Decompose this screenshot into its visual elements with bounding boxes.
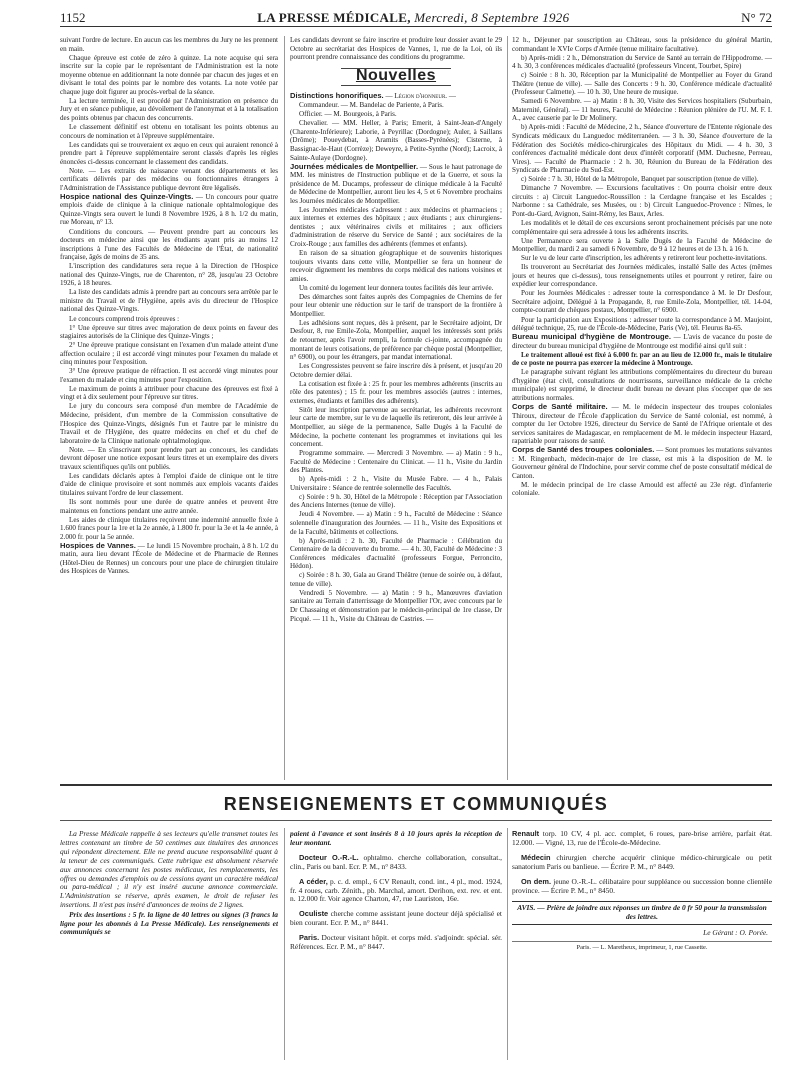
ad-text: ophtalmo. cherche collaboration, consultat., clin., Paris ou banl. Ecr. P. M., n° 8433. (290, 852, 502, 871)
classified-ad (512, 854, 772, 872)
classifieds-title: RENSEIGNEMENTS ET COMMUNIQUÉS (223, 794, 609, 814)
ad-lead: A céder, (299, 876, 328, 886)
column-3 (512, 36, 772, 780)
ad-lead: Paris. (299, 933, 320, 943)
column-divider (507, 828, 508, 1060)
paragraph: Le paragraphe suivant réglant les attributions complémentaires du directeur du bureau d'hygiène (état civil, consultations de nourrissons, surveillance médicale de la crèche municipale) est supprimé, le directeur dudit bureau ne devant plus s'occuper que de ses attributions normales. (512, 368, 772, 402)
paragraph: Officier. — M. Bourgeois, à Paris. (299, 110, 397, 119)
article-heading: Journées médicales de Montpellier. (290, 161, 419, 171)
paragraph: — L'avis de vacance du poste de directeur du bureau municipal d'hygiène de Montrouge est modifié ainsi qu'il suit : (512, 333, 772, 350)
paragraph: La liste des candidats admis à prendre part au concours sera arrêtée par le ministre du Travail et de l'Hygiène, après avis du directeur de l'Hospice national des Quinze-Vingts. (60, 288, 278, 314)
paragraph: La cotisation est fixée à : 25 fr. pour les membres adhérents (inscrits au rôle des patentes) ; 15 fr. pour les membres associés (autres : internes, externes, étudiants et familles des adhérents). (290, 379, 502, 405)
article (290, 163, 502, 206)
classifieds-column-2 (290, 830, 502, 1062)
journal-name: LA PRESSE MÉDICALE (257, 10, 408, 25)
paragraph: Les candidats devront se faire inscrire et produire leur dossier avant le 29 Octobre au secrétariat des Hospices de Vannes, 1, rue de la Loi, où ils pourront prendre connaissance des conditions du programme. (290, 36, 502, 62)
article (512, 403, 772, 446)
ad-text: Docteur visitant hôpit. et corps méd. s'adjoindr. spécial. sér. Références. Ecr. P. M., n° 8447. (290, 933, 502, 952)
paragraph: Les modalités et le détail de ces excursions seront prochainement précisés par une note complémentaire qui sera adressée à tous les adhérents inscrits. (512, 218, 772, 236)
paragraph: c) Soirée : 8 h. 30, Gala au Grand Théâtre (tenue de soirée ou, à défaut, tenue de ville). (290, 571, 502, 588)
issue-date: Mercredi, 8 Septembre 1926 (414, 10, 570, 25)
paragraph: Programme sommaire. — Mercredi 3 Novembre. — a) Matin : 9 h., Faculté de Médecine : Centenaire du Clinicat. — 11 h., Visite du Jardin des Plantes. (290, 449, 502, 475)
ad-text: p. c. d. empl., 6 CV Renault, cond. int., 4 pl., mod. 1924, fr. 4 roues, carb. Zénith., pb. Marchal, amort. Derihon, ext. rev. et ent. n. 12.000 fr. Voir agence Charton, 47, rue Lauriston, 16e. (290, 876, 502, 904)
classifieds-column-1 (60, 830, 278, 1062)
article (512, 333, 772, 350)
article (512, 446, 772, 480)
paragraph: Chaque épreuve est cotée de zéro à quinze. La note acquise qui sera inscrite sur la copie par le représentant de l'Administration est la note moyenne obtenue en additionnant la note donnée par chacun des juges et en divisant le total des points par le nombre des votants. La note votée par chaque juge doit figurer au procès-verbal de la séance. (60, 53, 278, 96)
printer-imprint: Paris. — L. Maretheux, imprimeur, 1, rue Cassette. (512, 941, 772, 953)
paragraph: Les candidats qui se trouveraient ex æquo en ceux qui auraient renoncé à prendre part à l'épreuve supplémentaire seront classés d'après les règles énoncées ci-dessus concernant le classement des candidats. (60, 140, 278, 166)
subheading: — Légion d'honneur. — (385, 92, 456, 101)
paragraph: — Le lundi 15 Novembre prochain, à 8 h. 1/2 du matin, aura lieu devant l'École de Médecine et de Pharmacie de Rennes (Hôtel-Dieu de Rennes) un concours pour une place de chirurgien titulaire des Hospices de Vannes. (60, 541, 278, 576)
paragraph: Conditions du concours. — Peuvent prendre part au concours les docteurs en médecine ainsi que les étudiants ayant pris au moins 12 inscriptions à l'une des Facultés de Médecine de l'État, de nationalité française, âgés de moins de 35 ans. (60, 227, 278, 262)
paragraph: Note. — En s'inscrivant pour prendre part au concours, les candidats devront déposer une notice exposant leurs titres et un exemplaire des divers travaux scientifiques qu'ils ont publiés. (60, 445, 278, 471)
paragraph: Une Permanence sera ouverte à la Salle Dugès de la Faculté de Médecine de Montpellier, du mardi 2 au samedi 6 Novembre, de 9 à 12 heures et de 13 h. à 16 h. (512, 236, 772, 254)
paragraph: Dimanche 7 Novembre. — Excursions facultatives : On pourra choisir entre deux circuits : a) Circuit Languedoc-Roussillon : la Cerdagne française et les Escaldes ; Narbonne : sa Cathédrale, ses Musées, ou : b) Circuit Languedoc-Provence : Nîmes, le Pont-du-Gard, Avignon, Saint-Rémy, les Baux, Arles. (512, 184, 772, 218)
paragraph: Note. — Les extraits de naissance venant des départements et les certificats délivrés par des médecins ou fonctionnaires étrangers à l'Administration de l'Assistance publique devront être légalisés. (60, 166, 278, 192)
paragraph: b) Après-midi : Faculté de Médecine, 2 h., Séance d'ouverture de l'Entente régionale des Syndicats médicaux du Languedoc méditerranéen. — 3 h. 30, Séance d'ouverture de la Fédération des Sociétés médico-chirurgicales des Hôpitaux du Midi. — 4 h. 30, 3 conférences d'actualité médicale dont deux d'intérêt corporatif (MM. Duchesne, Perreau, Vires). — Faculté de Pharmacie : 2 h. 30, Réunion du Bureau de la Fédération des Syndicats de Pharmacie du Sud-Est. (512, 123, 772, 175)
article (60, 542, 278, 576)
paragraph: 1° Une épreuve sur titres avec majoration de deux points en faveur des stagiaires autorisés de la Clinique des Quinze-Vingts ; (60, 323, 278, 341)
paragraph: Les candidats déclarés aptes à l'emploi d'aide de clinique ont le titre d'aide de clinique provisoire et sont nommés aux emplois vacants d'aides titulaires suivant l'ordre de leur classement. (60, 471, 278, 497)
paragraph: Le jury du concours sera composé d'un membre de l'Académie de Médecine, président, d'un membre de la Commission consultative de l'Hospice des Quinze-Vingts, désignés l'un et l'autre par le ministre du Travail et de l'Hygiène, des quatre médecins en chef et du chef de laboratoire de la Clinique nationale ophtalmologique. (60, 402, 278, 445)
paragraph: suivant l'ordre de lecture. En aucun cas les membres du Jury ne les prennent en main. (60, 36, 278, 53)
paragraph: Les aides de clinique titulaires reçoivent une indemnité annuelle fixée à 1.600 francs pour la 1re et la 2e année, à 1.800 fr. pour la 3e et la 4e année, à 2.000 fr. pour la 5e année. (60, 515, 278, 541)
paragraph: Samedi 6 Novembre. — a) Matin : 8 h. 30, Visite des Services hospitaliers (Suburbain, Maternité, Général). — 11 heures, Faculté de Médecine : Réunion plénière de l'U. M. F. I. A., avec causerie par le Dr Molinery. (512, 97, 772, 123)
paragraph: Les Congressistes peuvent se faire inscrire dès à présent, et jusqu'au 20 Octobre dernier délai. (290, 362, 502, 379)
classifieds-prices: Prix des insertions : 5 fr. la ligne de 40 lettres ou signes (3 francs la ligne pour les abonnés à La Presse Médicale). Les renseignements et communiqués se (60, 909, 278, 937)
publisher-signature: Le Gérant : O. Porée. (703, 928, 768, 938)
section-divider (60, 784, 772, 786)
paragraph: 2° Une épreuve pratique consistant en l'examen d'un malade atteint d'une affection oculaire ; il est accordé vingt minutes pour l'examen du malade et cinq minutes pour l'exposition. (60, 341, 278, 367)
article-heading: Bureau municipal d'hygiène de Montrouge. (512, 332, 671, 342)
ad-lead: On dem. (521, 876, 551, 886)
article (60, 193, 278, 227)
article-heading: Hospices de Vannes. (60, 540, 136, 550)
ad-text: jeune O.-R.-L. célibataire pour suppléance ou succession bonne clientèle province. — Écrire P. M., n° 8450. (512, 876, 772, 895)
ad-text: chirurgien cherche acquérir clinique médico-chirurgicale ou petit sanatorium Paris ou banlieue. — Écrire P. M., n° 8449. (512, 852, 772, 871)
paragraph: La lecture terminée, il est procédé par l'Administration en présence du Jury et en séance publique, au dévoilement de l'anonymat et à la totalisation des points obtenus par chacun des concurrents. (60, 96, 278, 122)
ad-lead: Oculiste (299, 909, 329, 919)
paragraph: c) Soirée : 8 h. 30, Réception par la Municipalité de Montpellier au Foyer du Grand Théâtre (tenue de ville). — Salle des Concerts : 9 h. 30, Conférence médicale d'actualité (Professeur Calmette). — 10 h. 30, Une heure de musique. (512, 71, 772, 97)
ad-lead: Médecin (521, 852, 551, 862)
ad-text: torp. 10 CV, 4 pl. acc. complet, 6 roues, pare-brise arrière, parfait état. 12.000. — Vigné, 13, rue de l'École-de-Médecine. (512, 830, 772, 847)
paragraph: b) Après-midi : 2 h. 30, Faculté de Pharmacie : Célébration du Centenaire de la découverte du brome. — 4 h. 30, Faculté de Médecine : 3 Conférences médicales d'actualité (professeurs Forgue, Perroncito, Hédon). (290, 536, 502, 571)
paragraph: En raison de sa situation géographique et de souvenirs historiques toujours vivants dans cette ville, Montpellier se fera un honneur de recevoir dignement les membres du corps médical des nations voisines et amies. (290, 249, 502, 283)
classified-ad (290, 910, 502, 928)
classified-ad (512, 830, 772, 848)
section-banner (341, 68, 451, 87)
paragraph: Commandeur. — M. Bandelac de Pariente, à Paris. (299, 101, 444, 110)
ad-lead: Docteur O.-R.-L. (299, 852, 359, 862)
paragraph: Le maximum de points à attribuer pour chacune des épreuves est fixé à vingt et à dix seulement pour l'épreuve sur titres. (60, 384, 278, 402)
ad-text: cherche comme assistant jeune docteur déjà spécialisé et bien courant. Ecr. P. M., n° 8441. (290, 909, 502, 928)
article (290, 92, 502, 101)
classified-ad (290, 878, 502, 905)
paragraph: 3° Une épreuve pratique de réfraction. Il est accordé vingt minutes pour l'examen du malade et cinq minutes pour l'exposition. (60, 367, 278, 384)
paragraph: b) Après-midi : 2 h., Démonstration du Service de Santé au terrain de l'Hippodrome. — 4 h. 30, 3 conférences médicales d'actualité (professeurs Vincent, Tourbet, Spire) (512, 53, 772, 71)
paragraph: Le concours comprend trois épreuves : (69, 314, 180, 323)
paragraph: b) Après-midi : 2 h., Visite du Musée Fabre. — 4 h., Palais Universitaire : Séance de rentrée solennelle des Facultés. (290, 475, 502, 492)
paragraph: Les adhésions sont reçues, dès à présent, par le Secrétaire adjoint, Dr Desfour, 8, rue Emile-Zola, Montpellier, auquel les intéressés sont priés de retourner, après l'avoir rempli, la formule ci-jointe, accompagnée du montant de leurs cotisations, de préférence par chèque postal (Montpellier, n° 6900), ou pour les étrangers, par mandat international. (290, 318, 502, 362)
paragraph: Le classement définitif est obtenu en totalisant les points obtenus au concours de nomination et à l'épreuve supplémentaire. (60, 122, 278, 140)
paragraph: Des démarches sont faites auprès des Compagnies de Chemins de fer pour leur obtenir une réduction sur le tarif de transport de la frontière à Montpellier. (290, 292, 502, 318)
paragraph: Vendredi 5 Novembre. — a) Matin : 9 h., Manœuvres d'aviation sanitaire au Terrain d'atterrissage de Montpellier l'Or, avec concours par le Dr Chassaing et démonstration par le médecin-principal de 1re classe, Dr Picqué. — 11 h., Visite du Château de Castries. — (290, 588, 502, 623)
column-divider (284, 828, 285, 1060)
paragraph: Ils sont nommés pour une durée de quatre années et peuvent être maintenus en fonctions pendant une autre année. (60, 497, 278, 515)
classified-ad (290, 934, 502, 952)
article-heading: Distinctions honorifiques. (290, 91, 384, 101)
paragraph: Un comité du logement leur donnera toutes facilités dès leur arrivée. (299, 283, 494, 292)
column-divider (284, 36, 285, 780)
masthead: LA PRESSE MÉDICALE, Mercredi, 8 Septembre 1926 (257, 10, 570, 25)
paragraph: — Un concours pour quatre emplois d'aide de clinique à la clinique nationale ophtalmologique des Quinze-Vingts sera ouvert le lundi 8 Novembre 1926, à 8 h. 1/2 du matin, rue Moreau, n° 13. (60, 192, 278, 227)
avis-lead: AVIS. (517, 903, 536, 913)
article-heading: Corps de Santé des troupes coloniales. (512, 445, 655, 455)
paragraph: Pour les Journées Médicales : adresser toute la correspondance à M. le Dr Desfour, Secrétaire adjoint, Délégué à la Propagande, 8, rue Emile-Zola, Montpellier, tél. 14-04, compte-courant de chèques postaux, Montpellier, n° 6900. (512, 289, 772, 315)
classified-ad (290, 854, 502, 872)
avis-text: — Prière de joindre aux réponses un timbre de 0 fr 50 pour la transmission des lettres. (537, 903, 767, 922)
page-number: 1152 (60, 10, 86, 25)
paragraph: — Sont promues les mutations suivantes : M. Ringenbach, médecin-major de 1re classe, est mis à la disposition de M. le Gouverneur général de l'Indochine, pour servir comme chef de poste consultatif médical de Canton. (512, 446, 772, 480)
classifieds-intro-end: paient à l'avance et sont insérés 8 à 10 jours après la réception de leur montant. (290, 830, 502, 847)
paragraph: Le traitement alloué est fixé à 6.000 fr. par an au lieu de 12.000 fr., mais le titulaire de ce poste ne pourra pas exercer la médecine à Montrouge. (512, 350, 772, 368)
paragraph: — Sous le haut patronage de MM. les ministres de l'Instruction publique et de la Guerre, et sous la présidence de M. Ducamps, professeur de clinique médicale à la Faculté de Médecine de Montpellier, auront lieu les 4, 5 et 6 Novembre prochains les Journées médicales de Montpellier. (290, 162, 502, 205)
paragraph: — M. le médecin inspecteur des troupes coloniales Thiroux, directeur de l'École d'application du Service de Santé colonial, est nommé, à compter du 1er Octobre 1926, directeur du Service de Santé de l'Afrique orientale et des services sanitaires de Madagascar, en remplacement de M. le médecin inspecteur Hazard, rapatriable pour raisons de santé. (512, 402, 772, 446)
paragraph: c) Soirée : 7 h. 30, Hôtel de la Métropole, Banquet par souscription (tenue de ville). (521, 175, 759, 184)
column-divider (507, 36, 508, 780)
paragraph: c) Soirée : 9 h. 30, Hôtel de la Métropole : Réception par l'Association des Anciens Internes (tenue de ville). (290, 492, 502, 510)
issue-number: N° 72 (741, 10, 772, 25)
article-heading: Corps de Santé militaire. (512, 401, 608, 411)
paragraph: Sitôt leur inscription parvenue au secrétariat, les adhérents recevront leur carte de membre, sur le vu de laquelle ils retireront, dès leur arrivée à Montpellier, au siège de la permanence, Salle Dugès à la Faculté de Médecine, la pochette contenant les programmes et invitations qui les concernent. (290, 405, 502, 449)
ad-lead: Renault (512, 830, 540, 838)
paragraph: L'inscription des candidatures sera reçue à la Direction de l'Hospice national des Quinze-Vingts, rue de Charenton, n° 28, jusqu'au 23 Octobre 1926, à 18 heures. (60, 262, 278, 288)
column-1 (60, 36, 278, 780)
paragraph: Jeudi 4 Novembre. — a) Matin : 9 h., Faculté de Médecine : Séance solennelle d'inauguration des Journées. — 11 h., Visite des Expositions et de la Faculté, bâtiments et collections. (290, 510, 502, 536)
avis-notice (512, 901, 772, 925)
paragraph: Ils trouveront au Secrétariat des Journées médicales, installé Salle des Actes (mêmes jours et heures que ci-dessus), tous renseignements utiles et pourront y retirer, faire ou expédier leur correspondance. (512, 263, 772, 289)
paragraph: Sur le vu de leur carte d'inscription, les adhérents y retireront leur pochette-invitations. (521, 254, 767, 263)
classifieds-intro: La Presse Médicale rappelle à ses lecteurs qu'elle transmet toutes les lettres contenant un timbre de 50 centimes aux titulaires des annonces qui répondent directement. Elle ne prend aucune responsabilité quant à la teneur de ces communiqués. Cette rubrique est absolument réservée aux annonces concernant les postes médicaux, les remplacements, les offres ou demandes d'emplois ou de cessions ayant un caractère médical ou para-médical ; il n'y est inséré aucune annonce commerciale. L'Administration se réserve, après examen, le droit de refuser les insertions. Il n'est pas inséré d'annonces de moins de 2 lignes. (60, 830, 278, 910)
section-title: Nouvelles (355, 66, 437, 84)
paragraph: Chevalier. — MM. Heller, à Paris; Emerit, à Saint-Jean-d'Angely (Charente-Inférieure); Laborie, à Peyrillac (Dordogne); Auler, à Saillans (Drôme); Poueydebat, à Aramits (Basses-Pyrénées); Cisterne, à Bassignac-le-Haut (Corrèze); Deweyre, à Petite-Synthe (Nord); Lacroix, à Sainte-Aulaye (Dordogne). (290, 119, 502, 162)
title-underline (60, 820, 772, 821)
classified-ad (512, 878, 772, 896)
column-2 (290, 36, 502, 780)
paragraph: Les Journées médicales s'adressent : aux médecins et pharmaciens ; aux internes et externes des hôpitaux ; aux étudiants ; aux chirurgiens-dentistes ; aux vétérinaires civils et militaires ; aux officiers d'administration de réserve du Service de Santé ; aux sociétaires de la Croix-Rouge ; aux familles des adhérents (femmes et enfants). (290, 205, 502, 248)
classifieds-column-3 (512, 830, 772, 1062)
paragraph: 12 h., Déjeuner par souscription au Château, sous la présidence du général Martin, commandant le XVIe Corps d'Armée (tenue militaire facultative). (512, 36, 772, 53)
paragraph: M. le médecin principal de 1re classe Arnould est affecté au 23e régt. d'infanterie coloniale. (512, 480, 772, 498)
paragraph: Pour la participation aux Expositions : adresser toute la correspondance à M. Maujoint, délégué technique, 25, rue de l'École-de-Médecine, Paris (Ve), tél. Fleurus 8a-65. (512, 315, 772, 333)
page-header (60, 8, 772, 27)
article-heading: Hospice national des Quinze-Vingts. (60, 191, 194, 201)
